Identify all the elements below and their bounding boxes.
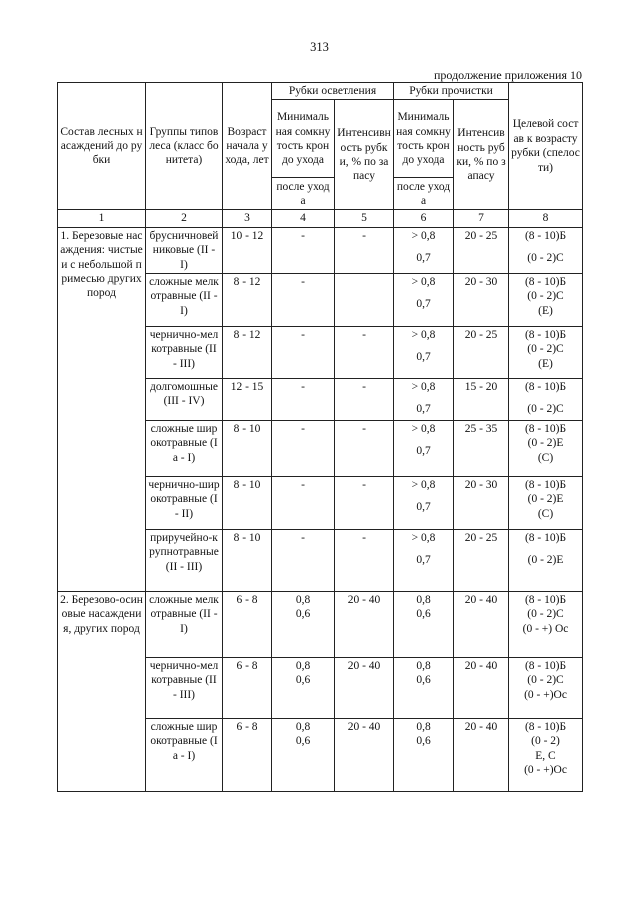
forest-type: сложные мелкотравные (II - I) — [146, 273, 223, 326]
cell-line: (0 - +)Ос — [524, 688, 567, 701]
start-age: 8 - 12 — [223, 273, 272, 326]
pro-min-density — [394, 378, 454, 420]
cell-line: - — [301, 380, 305, 393]
header-forest-type: Группы типов леса (класс бонитета) — [146, 83, 223, 210]
cell-line: 0,6 — [416, 674, 431, 687]
cell-line: 0,7 — [416, 445, 431, 458]
pro-intensity: 20 - 30 — [454, 476, 509, 529]
column-number: 6 — [394, 210, 454, 227]
cell-line: (8 - 10)Б — [524, 531, 567, 544]
cell-line: 0,7 — [416, 298, 431, 311]
pro-intensity: 20 - 25 — [454, 529, 509, 591]
start-age: 10 - 12 — [223, 227, 272, 273]
start-age: 8 - 10 — [223, 476, 272, 529]
cell-line: - — [301, 478, 305, 491]
cell-line: 0,6 — [295, 735, 311, 748]
start-age: 12 - 15 — [223, 378, 272, 420]
osv-min-density — [272, 326, 335, 378]
osv-min-density — [272, 227, 335, 273]
cell-line: 0,6 — [295, 674, 311, 687]
cell-line: - — [301, 328, 305, 341]
header-osv-min-density: Минимальная сомкнутость крон до ухода — [272, 100, 335, 178]
target-composition — [509, 378, 583, 420]
header-group-prochistki: Рубки прочистки — [394, 83, 509, 100]
pro-intensity: 20 - 40 — [454, 591, 509, 657]
cell-line: (С) — [537, 507, 554, 520]
forest-type: сложные мелкотравные (II - I) — [146, 591, 223, 657]
table-body — [58, 227, 583, 791]
pro-intensity: 20 - 40 — [454, 718, 509, 791]
pro-min-density — [394, 227, 454, 273]
cell-line: (0 - +) Ос — [522, 622, 569, 635]
column-number: 1 — [58, 210, 146, 227]
table-row — [58, 591, 583, 657]
forest-type: чернично-мелкотравные (II - III) — [146, 657, 223, 718]
cell-line: > 0,8 — [411, 531, 436, 544]
pro-min-density — [394, 476, 454, 529]
start-age: 8 - 10 — [223, 529, 272, 591]
header-group-osvetleniya: Рубки осветления — [272, 83, 394, 100]
pro-min-density — [394, 718, 454, 791]
target-composition — [509, 529, 583, 591]
forest-type: долгомошные (III - IV) — [146, 378, 223, 420]
osv-intensity: - — [335, 378, 394, 420]
cell-line: > 0,8 — [411, 380, 436, 393]
header-osv-after: после ухода — [272, 178, 335, 210]
column-number: 7 — [454, 210, 509, 227]
cell-line: (8 - 10)Б — [524, 720, 567, 733]
target-composition — [509, 420, 583, 476]
cell-line: 0,8 — [416, 659, 431, 672]
cell-line: (8 - 10)Б — [524, 275, 567, 288]
forest-type: приручейно-крупнотравные (II - III) — [146, 529, 223, 591]
cell-line: 0,7 — [416, 554, 431, 567]
cell-line: 0,6 — [416, 735, 431, 748]
pro-min-density — [394, 529, 454, 591]
cell-line: > 0,8 — [411, 275, 436, 288]
cell-line: 0,8 — [416, 720, 431, 733]
target-composition — [509, 326, 583, 378]
cell-line: 0,7 — [416, 501, 431, 514]
column-number: 8 — [509, 210, 583, 227]
cell-line: - — [301, 229, 305, 242]
start-age: 6 - 8 — [223, 718, 272, 791]
header-pro-min-density: Минимальная сомкнутость крон до ухода — [394, 100, 454, 178]
header-pro-intensity: Интенсивность рубки, % по запасу — [454, 100, 509, 210]
pro-min-density — [394, 326, 454, 378]
target-composition — [509, 718, 583, 791]
osv-min-density — [272, 273, 335, 326]
target-composition — [509, 476, 583, 529]
cell-line: (0 - 2)С — [527, 608, 564, 621]
start-age: 8 - 10 — [223, 420, 272, 476]
pro-intensity: 20 - 30 — [454, 273, 509, 326]
cell-line: 0,8 — [295, 593, 311, 606]
osv-intensity: - — [335, 476, 394, 529]
osv-min-density — [272, 657, 335, 718]
start-age: 6 - 8 — [223, 657, 272, 718]
start-age: 8 - 12 — [223, 326, 272, 378]
page-number: 313 — [310, 40, 329, 54]
target-composition — [509, 273, 583, 326]
cell-line: (8 - 10)Б — [524, 478, 567, 491]
pro-min-density — [394, 420, 454, 476]
osv-intensity: 20 - 40 — [335, 657, 394, 718]
osv-min-density — [272, 529, 335, 591]
column-number-row — [58, 210, 583, 227]
osv-intensity: - — [335, 326, 394, 378]
table-row — [58, 227, 583, 273]
cell-line: > 0,8 — [411, 328, 436, 341]
cell-line: (0 - 2)С — [527, 674, 564, 687]
cell-line: 0,6 — [295, 608, 311, 621]
forest-type: брусничновейниковые (II - I) — [146, 227, 223, 273]
cell-line: (8 - 10)Б — [524, 328, 567, 341]
cell-line: 0,8 — [295, 659, 311, 672]
cell-line: (Е) — [538, 304, 553, 317]
osv-min-density — [272, 420, 335, 476]
header-osv-intensity: Интенсивность рубки, % по запасу — [335, 100, 394, 210]
cell-line: (0 - 2)Е — [527, 554, 564, 567]
cell-line: (0 - 2)С — [527, 403, 564, 416]
header-pro-after: после ухода — [394, 178, 454, 210]
cell-line: (8 - 10)Б — [524, 659, 567, 672]
forest-type: сложные широкотравные (Ia - I) — [146, 420, 223, 476]
cell-line: (0 - +)Ос — [524, 764, 567, 776]
cell-line: - — [301, 275, 305, 288]
group-name: 1. Березовые насаждения: чистые и с небольшой примесью других пород — [58, 227, 146, 591]
cell-line: (8 - 10)Б — [524, 229, 567, 242]
cell-line: (0 - 2)С — [527, 252, 564, 265]
cell-line: 0,8 — [295, 720, 311, 733]
header-start-age: Возраст начала ухода, лет — [223, 83, 272, 210]
cell-line: (0 - 2) — [531, 735, 560, 748]
osv-intensity: 20 - 40 — [335, 591, 394, 657]
forest-type: сложные широкотравные (Ia - I) — [146, 718, 223, 791]
osv-intensity: 20 - 40 — [335, 718, 394, 791]
column-number: 5 — [335, 210, 394, 227]
cell-line: 0,8 — [416, 593, 431, 606]
cell-line: (0 - 2)Е — [527, 493, 564, 506]
pro-min-density — [394, 273, 454, 326]
column-number: 2 — [146, 210, 223, 227]
cell-line: - — [301, 422, 305, 435]
column-number: 4 — [272, 210, 335, 227]
pro-intensity: 25 - 35 — [454, 420, 509, 476]
forest-type: чернично-широкотравные (I - II) — [146, 476, 223, 529]
pro-intensity: 20 - 40 — [454, 657, 509, 718]
group-name: 2. Березово-осиновые насаждения, других пород — [58, 591, 146, 791]
osv-min-density — [272, 718, 335, 791]
column-number: 3 — [223, 210, 272, 227]
cell-line: - — [301, 531, 305, 544]
cell-line: 0,6 — [416, 608, 431, 621]
osv-intensity: - — [335, 227, 394, 273]
cell-line: (0 - 2)Е — [527, 437, 564, 450]
osv-min-density — [272, 591, 335, 657]
cell-line: 0,7 — [416, 351, 431, 364]
cell-line: > 0,8 — [411, 229, 436, 242]
cell-line: > 0,8 — [411, 478, 436, 491]
target-composition — [509, 657, 583, 718]
osv-intensity: - — [335, 420, 394, 476]
continuation-note: продолжение приложения 10 — [434, 68, 582, 82]
cell-line: (8 - 10)Б — [524, 380, 567, 393]
osv-intensity — [335, 273, 394, 326]
osv-intensity: - — [335, 529, 394, 591]
osv-min-density — [272, 476, 335, 529]
pro-intensity: 20 - 25 — [454, 326, 509, 378]
forest-care-table — [57, 82, 583, 792]
cell-line: (8 - 10)Б — [524, 422, 567, 435]
cell-line: (0 - 2)С — [527, 290, 564, 303]
header-target-composition: Целевой состав к возрасту рубки (спелости) — [509, 83, 583, 210]
header-composition: Состав лесных насаждений до рубки — [58, 83, 146, 210]
forest-type: чернично-мелкотравные (II - III) — [146, 326, 223, 378]
pro-min-density — [394, 591, 454, 657]
pro-intensity: 20 - 25 — [454, 227, 509, 273]
cell-line: Е, С — [535, 749, 556, 762]
start-age: 6 - 8 — [223, 591, 272, 657]
cell-line: (0 - 2)С — [527, 343, 564, 356]
target-composition — [509, 591, 583, 657]
pro-min-density — [394, 657, 454, 718]
cell-line: > 0,8 — [411, 422, 436, 435]
cell-line: (Е) — [538, 357, 553, 370]
pro-intensity: 15 - 20 — [454, 378, 509, 420]
cell-line: 0,7 — [416, 403, 431, 416]
cell-line: (С) — [537, 451, 554, 464]
osv-min-density — [272, 378, 335, 420]
target-composition — [509, 227, 583, 273]
cell-line: (8 - 10)Б — [524, 593, 567, 606]
cell-line: 0,7 — [416, 252, 431, 265]
